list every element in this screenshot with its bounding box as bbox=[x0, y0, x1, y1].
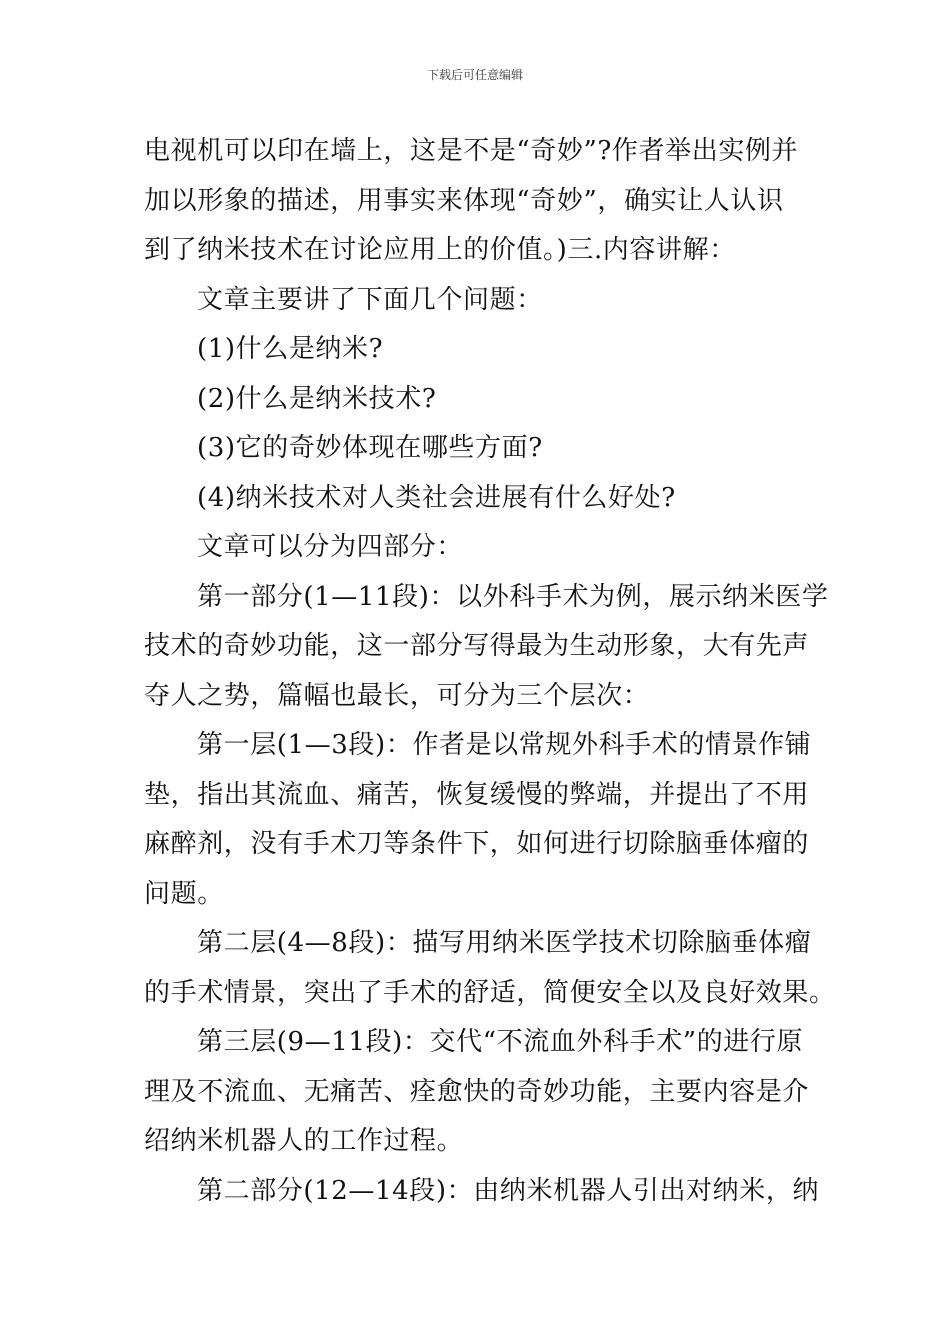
text-line: 麻醉剂，没有手术刀等条件下，如何进行切除脑垂体瘤的 bbox=[144, 829, 810, 859]
text-line: 绍纳米机器人的工作过程。 bbox=[144, 1126, 464, 1156]
text-line: 技术的奇妙功能，这一部分写得最为生动形象，大有先声 bbox=[144, 631, 810, 661]
text-line: 问题。 bbox=[144, 878, 224, 909]
document-body bbox=[144, 127, 836, 1216]
list-item: (3)它的奇妙体现在哪些方面? bbox=[197, 433, 543, 463]
text-line: 的手术情景，突出了手术的舒适，简便安全以及良好效果。 bbox=[144, 977, 836, 1008]
text-line: 第三层(9—11段)：交代“不流血外科手术”的进行原 bbox=[197, 1027, 804, 1057]
text-line: 加以形象的描述，用事实来体现“奇妙”，确实让人认识 bbox=[144, 185, 784, 216]
text-line: 电视机可以印在墙上，这是不是“奇妙”?作者举出实例并 bbox=[144, 136, 799, 166]
text-line: 第一部分(1—11段)：以外科手术为例，展示纳米医学 bbox=[197, 581, 829, 612]
text-line: 文章可以分为四部分： bbox=[197, 532, 464, 562]
text-line: 理及不流血、无痛苦、痊愈快的奇妙功能，主要内容是介 bbox=[144, 1076, 810, 1107]
text-line: 第二层(4—8段)：描写用纳米医学技术切除脑垂体瘤 bbox=[197, 928, 812, 958]
page-header: 下载后可任意编辑 bbox=[426, 68, 523, 82]
list-item: (4)纳米技术对人类社会进展有什么好处? bbox=[197, 482, 676, 513]
text-line: 第一层(1—3段)：作者是以常规外科手术的情景作铺 bbox=[197, 730, 812, 760]
text-line: 文章主要讲了下面几个问题： bbox=[197, 284, 543, 315]
text-line: 夺人之势，篇幅也最长，可分为三个层次： bbox=[144, 680, 650, 711]
list-item: (2)什么是纳米技术? bbox=[197, 383, 437, 414]
text-line: 第二部分(12—14段)：由纳米机器人引出对纳米，纳 bbox=[197, 1175, 820, 1206]
list-item: (1)什么是纳米? bbox=[197, 334, 384, 364]
text-line: 垫，指出其流血、痛苦，恢复缓慢的弊端，并提出了不用 bbox=[144, 779, 810, 810]
text-line: 到了纳米技术在讨论应用上的价值。)三.内容讲解： bbox=[144, 235, 736, 265]
